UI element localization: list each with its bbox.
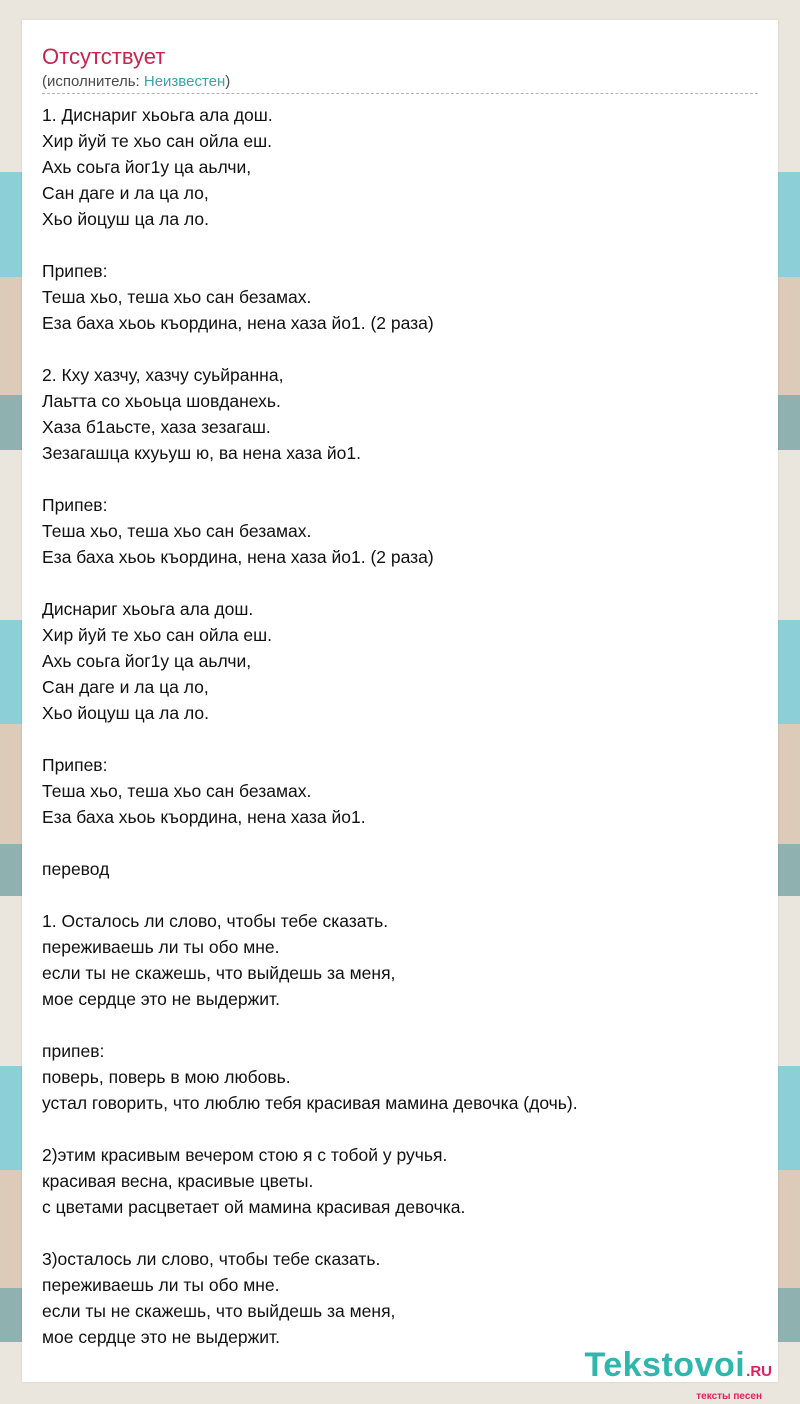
site-logo[interactable] (584, 1348, 772, 1382)
song-title: Отсутствует (42, 44, 166, 69)
lyrics-text: 1. Диснариг хьоьга ала дош. Хир йуй те хьо сан ойла еш. Ахь соьга йог1у ца аьлчи, Сан даге и ла ца ло, Хьо йоцуш ца ла ло. Припев: Теша хьо, теша хьо сан безамах. Еза баха хьоь къордина, нена хаза йо1. (2 раза) 2. Кху хазчу, хазчу суьйранна, Лаьтта со хьоьца шовданехь. Хаза б1аьсте, хаза зезагаш. Зезагашца кхуьуш ю, ва нена хаза йо1. Припев: Теша хьо, теша хьо сан безамах. Еза баха хьоь къордина, нена хаза йо1. (2 раза) Диснариг хьоьга ала дош. Хир йуй те хьо сан ойла еш. Ахь соьга йог1у ца аьлчи, Сан даге и ла ца ло, Хьо йоцуш ца ла ло. Припев: Теша хьо, теша хьо сан безамах. Еза баха хьоь къордина, нена хаза йо1. перевод 1. Осталось ли слово, чтобы тебе сказать. переживаешь ли ты обо мне. если ты не скажешь, что выйдешь за меня, мое сердце это не выдержит. припев: поверь, поверь в мою любовь. устал говорить, что люблю тебя красивая мамина девочка (дочь). 2)этим красивым вечером стою я с тобой у ручья. красивая весна, красивые цветы. с цветами расцветает ой мамина красивая девочка. 3)осталось ли слово, чтобы тебе сказать. переживаешь ли ты обо мне. если ты не скажешь, что выйдешь за меня, мое сердце это не выдержит. (42, 105, 578, 1347)
artist-line (42, 73, 230, 91)
artist-suffix: ) (225, 73, 231, 90)
artist-prefix: (исполнитель: (42, 73, 144, 90)
logo-tagline: тексты песен (696, 1391, 762, 1402)
dashed-divider (42, 93, 758, 94)
logo-tld: .RU (746, 1363, 772, 1380)
artist-link[interactable]: Неизвестен (143, 73, 226, 90)
logo-name: Tekstovoi (584, 1346, 746, 1384)
lyrics-card (22, 20, 778, 1382)
